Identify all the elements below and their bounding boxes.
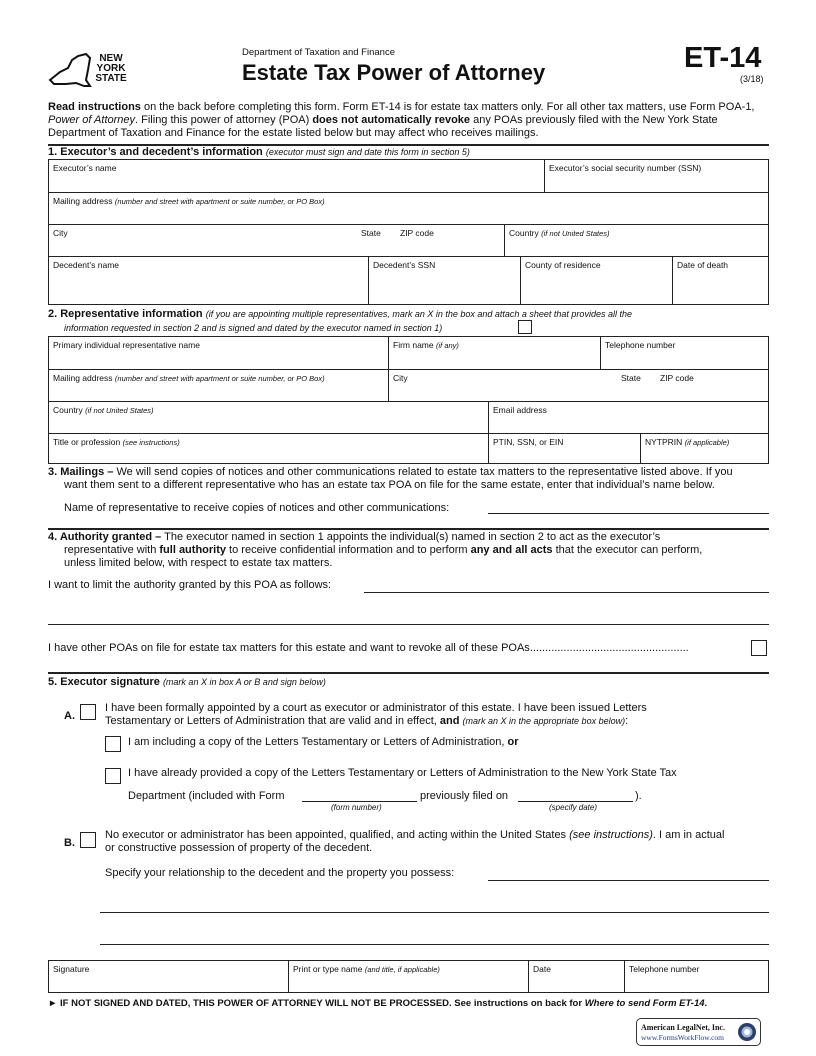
decedent-ssn-field[interactable]: Decedent’s SSN xyxy=(368,256,521,305)
ptin-field[interactable]: PTIN, SSN, or EIN xyxy=(488,433,641,464)
relationship-line-1[interactable] xyxy=(488,868,769,881)
filed-date-line[interactable] xyxy=(518,789,633,802)
revoke-poas-checkbox[interactable] xyxy=(751,640,767,656)
nytprin-field[interactable]: NYTPRIN (if applicable) xyxy=(640,433,769,464)
limit-authority-line-1[interactable] xyxy=(364,580,769,593)
letters-included-checkbox[interactable] xyxy=(105,736,121,752)
option-b-label: B. xyxy=(64,837,75,849)
decedent-name-field[interactable]: Decedent’s name xyxy=(48,256,369,305)
section1-heading: 1. Executor’s and decedent’s information (executor must sign and date this form in section 5) xyxy=(48,146,470,158)
representative-mailing-address-field[interactable]: Mailing address (number and street with apartment or suite number, or PO Box) xyxy=(48,369,389,402)
relationship-line-2[interactable] xyxy=(100,900,769,913)
revision: (3/18) xyxy=(740,74,764,84)
primary-representative-name-field[interactable]: Primary individual representative name xyxy=(48,336,389,370)
letters-provided-checkbox[interactable] xyxy=(105,768,121,784)
representative-email-field[interactable]: Email address xyxy=(488,401,769,434)
relationship-label: Specify your relationship to the decedent and the property you possess: xyxy=(105,867,455,879)
signature-telephone-field[interactable]: Telephone number xyxy=(624,960,769,993)
department-form-label: Department (included with Form xyxy=(128,790,285,802)
logo-word: YORK xyxy=(96,63,126,74)
executor-name-field[interactable]: Executor’s name xyxy=(48,159,545,193)
executor-country-field[interactable]: Country (if not United States) xyxy=(504,224,769,257)
relationship-line-3[interactable] xyxy=(100,932,769,945)
multiple-representatives-checkbox[interactable] xyxy=(518,320,532,334)
option-a-checkbox[interactable] xyxy=(80,704,96,720)
logo-word: STATE xyxy=(95,73,127,84)
section2-heading: 2. Representative information (if you are appointing multiple representatives, mark an X in the box and attach a sheet that provides all the information requested in section 2 and is signed and dated by the executor named in section 1) xyxy=(48,308,632,333)
previously-filed-label: previously filed on xyxy=(420,790,509,802)
intro-text: Read instructions on the back before completing this form. Form ET-14 is for estate tax matters only. For all other tax matters, use Form POA-1, Power of Attorney. Filing this power of attorney (POA) does not automatically revoke any POAs previously filed with the New York State Department of Taxation and Finance for the estate listed below but may affect who receives mailings. xyxy=(48,101,755,139)
legalnet-badge[interactable] xyxy=(636,1018,761,1046)
closing-paren: ). xyxy=(635,790,642,802)
form-number-line[interactable] xyxy=(302,789,417,802)
badge-company: American LegalNet, Inc. xyxy=(641,1023,725,1032)
representative-telephone-field[interactable]: Telephone number xyxy=(600,336,769,370)
executor-mailing-address-field[interactable]: Mailing address (number and street with apartment or suite number, or PO Box) xyxy=(48,192,769,225)
form-title: Estate Tax Power of Attorney xyxy=(242,60,546,85)
specify-date-caption: (specify date) xyxy=(549,803,598,812)
section3-text: 3. Mailings – We will send copies of notices and other communications related to estate tax matters to the representative listed above. If you want them sent to a different representative who has an estate tax POA on file for the same estate, enter that individual’s name below. xyxy=(48,466,733,491)
limit-authority-label: I want to limit the authority granted by this POA as follows: xyxy=(48,579,332,591)
print-name-field[interactable]: Print or type name (and title, if applicable) xyxy=(288,960,529,993)
badge-url: www.FormsWorkFlow.com xyxy=(641,1033,725,1042)
date-of-death-field[interactable]: Date of death xyxy=(672,256,769,305)
logo-word: NEW xyxy=(99,53,123,64)
representative-title-field[interactable]: Title or profession (see instructions) xyxy=(48,433,489,464)
mail-representative-name-line[interactable] xyxy=(488,501,769,514)
representative-country-field[interactable]: Country (if not United States) xyxy=(48,401,489,434)
department: Department of Taxation and Finance xyxy=(242,47,395,58)
county-field[interactable]: County of residence xyxy=(520,256,673,305)
option-a-text: I have been formally appointed by a court as executor or administrator of this estate. I have been issued Letters Testamentary or Letters of Administration that are valid and in effect, and (mark an X in the appropriate box below): xyxy=(105,702,647,727)
footer-warning: ► IF NOT SIGNED AND DATED, THIS POWER OF ATTORNEY WILL NOT BE PROCESSED. See instructions on back for Where to send Form ET-14. xyxy=(48,998,708,1009)
signature-field[interactable]: Signature xyxy=(48,960,289,993)
executor-ssn-field[interactable]: Executor’s social security number (SSN) xyxy=(544,159,769,193)
form-id: ET-14 xyxy=(684,42,762,74)
executor-city-field[interactable]: City State ZIP code xyxy=(48,224,505,257)
section4-text: 4. Authority granted – The executor named in section 1 appoints the individual(s) named in section 2 to act as the executor’s representative with full authority to receive confidential information and to perform any and all acts that the executor can perform, unless limited below, with respect to estate tax matters. xyxy=(48,531,703,569)
option-b-checkbox[interactable] xyxy=(80,832,96,848)
revoke-poa-label: I have other POAs on file for estate tax matters for this estate and want to revoke all of these POAs.................................................... xyxy=(48,642,689,654)
signature-date-field[interactable]: Date xyxy=(528,960,625,993)
letters-provided-text: I have already provided a copy of the Letters Testamentary or Letters of Administration to the New York State Tax xyxy=(128,767,677,779)
limit-authority-line-2[interactable] xyxy=(48,612,769,625)
representative-city-field[interactable]: City State ZIP code xyxy=(388,369,769,402)
firm-name-field[interactable]: Firm name (if any) xyxy=(388,336,601,370)
letters-included-text: I am including a copy of the Letters Testamentary or Letters of Administration, or xyxy=(128,736,519,748)
form-number-caption: (form number) xyxy=(331,803,382,812)
badge-globe-icon xyxy=(737,1022,757,1045)
mail-representative-label: Name of representative to receive copies of notices and other communications: xyxy=(64,502,450,514)
option-a-label: A. xyxy=(64,710,75,722)
option-b-text: No executor or administrator has been appointed, qualified, and acting within the United States (see instructions). I am in actual or constructive possession of property of the decedent. xyxy=(105,829,725,854)
section5-heading: 5. Executor signature (mark an X in box A or B and sign below) xyxy=(48,676,326,688)
